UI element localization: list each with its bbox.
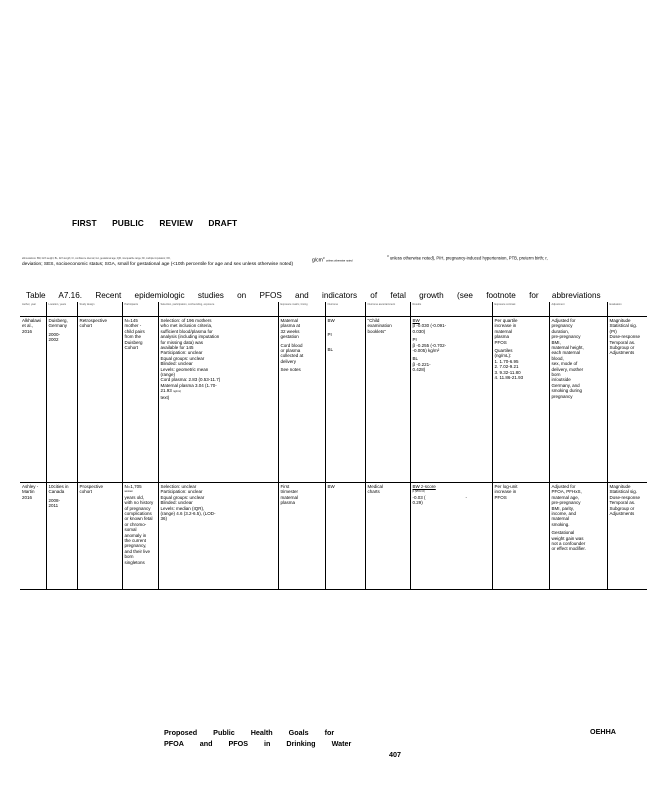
line: complications [124, 511, 152, 517]
line: Medical [367, 484, 384, 489]
line: -0.005) kg/m² [412, 348, 440, 354]
line: Cohort [124, 345, 139, 351]
line: delivery, mother [551, 366, 584, 372]
line: maternal [280, 494, 299, 500]
line: β -0.255 (-0.702- [412, 342, 447, 348]
column-header: Exposure matrix, timing [278, 302, 325, 317]
line: β (95% CI) [412, 490, 425, 494]
line: gestation [280, 334, 299, 340]
cell-results [410, 317, 492, 483]
cell-author [20, 483, 46, 590]
cell-selection [158, 317, 278, 483]
line: 1. 1.70-6.95 [494, 358, 519, 364]
cell-evaluation [607, 483, 647, 590]
footer-line: PFOA and PFOS in Drinking Water [164, 739, 352, 748]
cell-location [46, 483, 77, 590]
table-title: Table A7.16. Recent epidemiologic studies on PFOS and indicators of fetal growth (see footnote for abbreviations [26, 291, 601, 300]
line: born [124, 554, 134, 560]
line: 2008- [48, 497, 61, 503]
line: weight gain was [551, 535, 584, 541]
line: years old, [124, 494, 145, 500]
cell-ascertainment [365, 483, 410, 590]
line: (PI) [609, 328, 617, 334]
line: Subgroup or [609, 505, 635, 511]
line: income, and [551, 511, 577, 517]
line: Blinded: unclear [160, 500, 193, 506]
line: Subgroup or [609, 345, 635, 351]
line: N=145 [124, 318, 138, 323]
line: somal [124, 527, 137, 533]
line: singletons [124, 559, 145, 565]
line: maternal [551, 516, 570, 522]
line: Maternal plasma 3.04 (1.70- [160, 382, 217, 388]
footnote-right-sup: 3 [387, 254, 389, 258]
line: Adjusted for [551, 484, 576, 489]
line: pregnancy [551, 323, 573, 329]
table-row [20, 317, 647, 483]
line: trimester [280, 489, 299, 495]
line: 0.030) [412, 328, 426, 334]
line: PFOA, PFHxS, [551, 489, 582, 495]
line: BW [327, 318, 335, 323]
column-header: Outcome [325, 302, 365, 317]
line: 32 weeks [280, 328, 300, 334]
cell-ascertainment [365, 317, 410, 483]
footnote-right [387, 254, 617, 260]
line: 10cities in [48, 484, 69, 489]
line: Germany, and [551, 382, 580, 388]
line: Per log-unit [494, 484, 518, 489]
line: 2000- [48, 331, 61, 337]
line: BMI, [551, 339, 561, 345]
footnote-unit [312, 256, 352, 264]
line: or effect modifier. [551, 546, 586, 552]
line: booklets" [367, 328, 386, 334]
line: charts [367, 489, 380, 495]
cell-design [77, 483, 122, 590]
line: Prospective [79, 484, 104, 489]
line: collected at [280, 353, 304, 359]
line: plasma [280, 500, 296, 506]
line: smoking. [551, 521, 570, 527]
line: 0.29) [412, 500, 423, 506]
line: who met inclusion criteria, [160, 323, 213, 329]
line: increase in [494, 489, 517, 495]
line: cohort [79, 323, 93, 329]
line: 2016 [22, 328, 33, 334]
line-part: 21.93 [160, 388, 172, 394]
line: Ashley - [22, 484, 39, 489]
line: Duisberg, [48, 318, 68, 323]
footnote-unit-sup: 3 [322, 256, 325, 260]
line: Temporal as. [609, 500, 636, 506]
cell-adjustment [549, 317, 607, 483]
cell-participants [122, 317, 158, 483]
line: pregnancy [551, 393, 573, 399]
cell-location [46, 317, 77, 483]
cell-adjustment [549, 483, 607, 590]
line: and their live [124, 548, 151, 554]
line: with no history [124, 500, 154, 506]
line: Canada [48, 489, 65, 495]
line: et al., [22, 323, 34, 329]
line: or plasma [280, 348, 301, 354]
line: β -0.221- [412, 361, 431, 367]
line: child pairs [124, 328, 145, 334]
cell-participants [122, 483, 158, 590]
line: First [280, 484, 290, 489]
line: Participation: unclear [160, 350, 203, 356]
column-header: Exposure contrast [492, 302, 549, 317]
draft-label: FIRST PUBLIC REVIEW DRAFT [72, 218, 238, 228]
line: not a confounder [551, 541, 586, 547]
footnote-unit-tail: unless otherwise noted [325, 259, 353, 263]
line: PFOS [494, 494, 507, 500]
line: PFOS [494, 339, 507, 345]
line: of pregnancy [124, 505, 151, 511]
line: 2011 [48, 503, 59, 509]
footnote-right-text: unless otherwise noted), PIH, pregnancy-induced hypertension, PTB, preterm birth; r, [389, 255, 548, 261]
cell-design [77, 317, 122, 483]
line: Equal groups: unclear [160, 494, 205, 500]
table-row [20, 483, 647, 590]
cell-outcome [325, 317, 365, 483]
column-header: Results [410, 302, 492, 317]
line: N=1,705 [124, 484, 142, 489]
line: born [551, 372, 561, 378]
line: (ng/mL): [494, 353, 512, 359]
line: available for 145 [160, 345, 194, 351]
line: Participation: unclear [160, 489, 203, 495]
line: Selection: of 196 mothers [160, 318, 212, 323]
column-header: Adjustment [549, 302, 607, 317]
studies-table [20, 302, 647, 590]
cell-author [20, 317, 46, 483]
line: examination [367, 323, 392, 329]
line: Alkhalawi [22, 318, 42, 323]
line: 36) [160, 516, 168, 522]
column-header: Outcome ascertainment [365, 302, 410, 317]
line: sex, mode of [551, 361, 578, 367]
line: in/outside [551, 377, 571, 383]
column-header: Study design [77, 302, 122, 317]
line-part: - [465, 494, 468, 500]
line: BL [327, 346, 334, 352]
line: Martin [22, 489, 35, 495]
line: the current [124, 538, 147, 544]
footer-document-title [164, 727, 351, 749]
line: delivery [280, 358, 297, 364]
line: Magnitude [609, 484, 631, 489]
cell-selection [158, 483, 278, 590]
line: cohort [79, 489, 93, 495]
line: pre-pregnancy [551, 334, 581, 340]
line: or known fetal [124, 516, 153, 522]
line: BW [327, 484, 335, 489]
page-number: 407 [389, 750, 401, 759]
cell-results [410, 483, 492, 590]
line: BMI, parity, [551, 505, 574, 511]
line: increase in [494, 323, 517, 329]
line: each maternal [551, 350, 581, 356]
line: pre-pregnancy [551, 500, 581, 506]
line: Dose-response [609, 494, 641, 500]
line: 2002 [48, 337, 59, 343]
line: Adjustments [609, 511, 635, 517]
line: mother - [124, 323, 142, 329]
line: 2016 [22, 494, 33, 500]
line: 0.428) [412, 367, 426, 373]
column-header: Selection, participation, confounding, exposure [158, 302, 278, 317]
line: or chromo- [124, 521, 147, 527]
line: β -0.030 (-0.091- [412, 323, 447, 329]
line: "Child [367, 318, 380, 323]
line: (range) [160, 372, 176, 378]
line: Adjusted for [551, 318, 576, 323]
line: Germany [48, 323, 68, 329]
line: Cord plasma: 2.83 (0.53-11.7) [160, 377, 221, 383]
table-header-row [20, 302, 647, 317]
line: Dose-response [609, 334, 641, 340]
line: duration, [551, 328, 570, 334]
line: Selection: unclear [160, 484, 197, 489]
result-label: BW [412, 318, 420, 323]
column-header: Author, year [20, 302, 46, 317]
cell-outcome [325, 483, 365, 590]
footnote-unit-text: g/cm [312, 257, 323, 264]
line: text) [160, 394, 170, 400]
line: See notes [280, 367, 301, 373]
cell-contrast [492, 483, 549, 590]
footer-agency: OEHHA [590, 727, 616, 736]
line-part: ng/mL) [173, 390, 182, 394]
line: maternal height, [551, 345, 584, 351]
line: Blinded: unclear [160, 361, 193, 367]
line: sufficient blood/plasma for [160, 328, 213, 334]
cell-matrix [278, 317, 325, 483]
line: Quartiles [494, 348, 513, 354]
footer-line: Proposed Public Health Goals for [164, 728, 335, 737]
line: analysis (including imputation [160, 334, 220, 340]
column-header: Evaluation [607, 302, 647, 317]
line: Gestational [551, 530, 575, 536]
cell-matrix [278, 483, 325, 590]
line: pregnancy, [124, 543, 147, 549]
line: Magnitude [609, 318, 631, 323]
line: blood, [551, 355, 564, 361]
line-part: -0.03 ( [412, 494, 426, 500]
line: maternal age, [551, 494, 580, 500]
result-label: BL [412, 356, 419, 362]
cell-evaluation [607, 317, 647, 483]
cell-contrast [492, 317, 549, 483]
line: PI [327, 332, 332, 338]
footnote-abbreviations: abbreviations: BW, birth weight; BL, birth length; CI, confidence interval; GA, gestational age; IQR, interquartile range; MI, multiple imputation; OR, [22, 258, 171, 260]
line: Temporal as. [609, 339, 636, 345]
line: smoking during [551, 388, 583, 394]
line: Per quartile [494, 318, 518, 323]
line: Duisberg [124, 339, 143, 345]
column-header: Location, years [46, 302, 77, 317]
line: women [124, 490, 133, 494]
line: Statistical sig. [609, 323, 638, 329]
line: Levels: median (IQR), [160, 505, 205, 511]
line: plasma [494, 334, 510, 340]
line: maternal [494, 328, 513, 334]
line: plasma at [280, 323, 301, 329]
line: 4. 11.86-21.93 [494, 375, 524, 381]
line: Retrospective [79, 318, 108, 323]
result-label: BW z-score [412, 484, 436, 489]
line: Adjustments [609, 350, 635, 356]
line: Maternal [280, 318, 299, 323]
line: 3. 9.32-11.80 [494, 369, 521, 375]
line: Statistical sig. [609, 489, 638, 495]
line: from the [124, 334, 142, 340]
column-header: Participants [122, 302, 158, 317]
line: anomaly in [124, 532, 147, 538]
line: Levels: geometric mean [160, 366, 209, 372]
line: 2. 7.02-9.21 [494, 364, 519, 370]
footnote-line2: deviation; SES, socioeconomic status; SGA, small for gestational age (<10th percentile for age and sex unless otherwise noted) [22, 262, 294, 267]
line: for missing data) was [160, 339, 204, 345]
line: Equal groups: unclear [160, 355, 205, 361]
result-label: PI [412, 337, 417, 343]
line: (range) 4.6 (3.2-6.5), (LOD- [160, 511, 216, 517]
line: Cord blood [280, 342, 303, 348]
